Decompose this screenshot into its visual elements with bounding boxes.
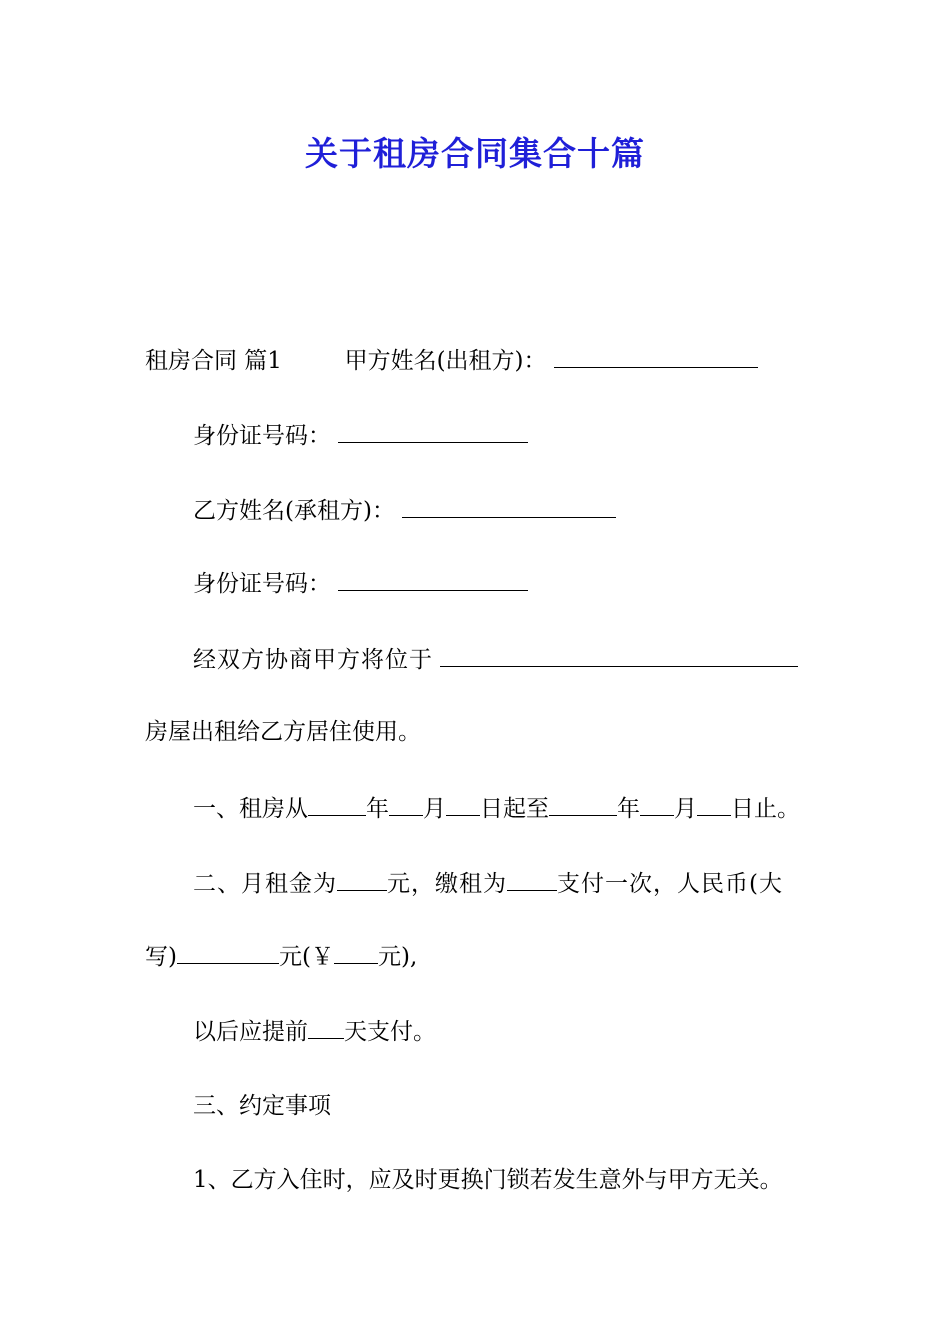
line-lessee-id (193, 568, 528, 599)
line-location (193, 644, 798, 675)
term-year-label: 年 (366, 796, 389, 822)
start-month-blank (389, 793, 423, 816)
start-year-blank (308, 793, 366, 816)
document-title: 关于租房合同集合十篇 (305, 134, 645, 173)
line-agreed-matters (193, 1091, 331, 1121)
line-advance (193, 1016, 436, 1047)
lessor-id-blank (338, 420, 528, 443)
advance-days-label: 天支付。 (344, 1019, 436, 1045)
lessor-name-label: 甲方姓名(出租方)： (344, 348, 547, 374)
rent-capital-label: 写) (145, 944, 177, 970)
location-text: 经双方协商甲方将位于 (193, 647, 433, 673)
term-month-label: 月 (423, 796, 446, 822)
term-end-month-label: 月 (674, 796, 697, 822)
purpose-text: 房屋出租给乙方居住使用。 (145, 719, 421, 745)
line-rent (193, 868, 783, 899)
term-end-label: 日止。 (731, 796, 800, 822)
rent-yuan-end: 元), (377, 944, 418, 970)
advance-label: 以后应提前 (193, 1019, 308, 1045)
section-heading: 租房合同 篇1 (145, 348, 282, 374)
rent-payment-label: 元，缴租为 (387, 871, 507, 897)
line-term (193, 793, 800, 824)
line-clause-1 (193, 1165, 783, 1195)
line-lessor-id (193, 420, 528, 451)
rent-rmb-label: 支付一次，人民币(大 (557, 871, 783, 897)
term-text-start: 一、租房从 (193, 796, 308, 822)
lessor-name-blank (554, 345, 758, 368)
agreed-matters-heading: 三、约定事项 (193, 1093, 331, 1119)
end-year-blank (549, 793, 617, 816)
end-day-blank (697, 793, 731, 816)
rent-yuan-label: 元(￥ (278, 944, 334, 970)
lessor-id-label: 身份证号码： (193, 423, 331, 449)
lessee-id-blank (338, 568, 528, 591)
lessee-name-blank (402, 495, 616, 518)
advance-days-blank (308, 1016, 344, 1039)
lessee-name-label: 乙方姓名(承租方)： (193, 498, 395, 524)
start-day-blank (446, 793, 480, 816)
line-purpose (145, 717, 421, 747)
line-lessee-name (193, 495, 616, 526)
line-lessor-name (145, 345, 758, 376)
location-blank (440, 644, 798, 667)
term-until-label: 日起至 (480, 796, 549, 822)
term-end-year-label: 年 (617, 796, 640, 822)
line-rent-amount (145, 941, 417, 972)
rent-period-blank (507, 868, 557, 891)
rent-numeric-blank (334, 941, 378, 964)
lessee-id-label: 身份证号码： (193, 571, 331, 597)
end-month-blank (640, 793, 674, 816)
rent-label: 二、月租金为 (193, 871, 337, 897)
rent-amount-blank (337, 868, 387, 891)
rent-capital-blank (177, 941, 279, 964)
clause-1-text: 1、乙方入住时，应及时更换门锁若发生意外与甲方无关。 (193, 1167, 783, 1193)
